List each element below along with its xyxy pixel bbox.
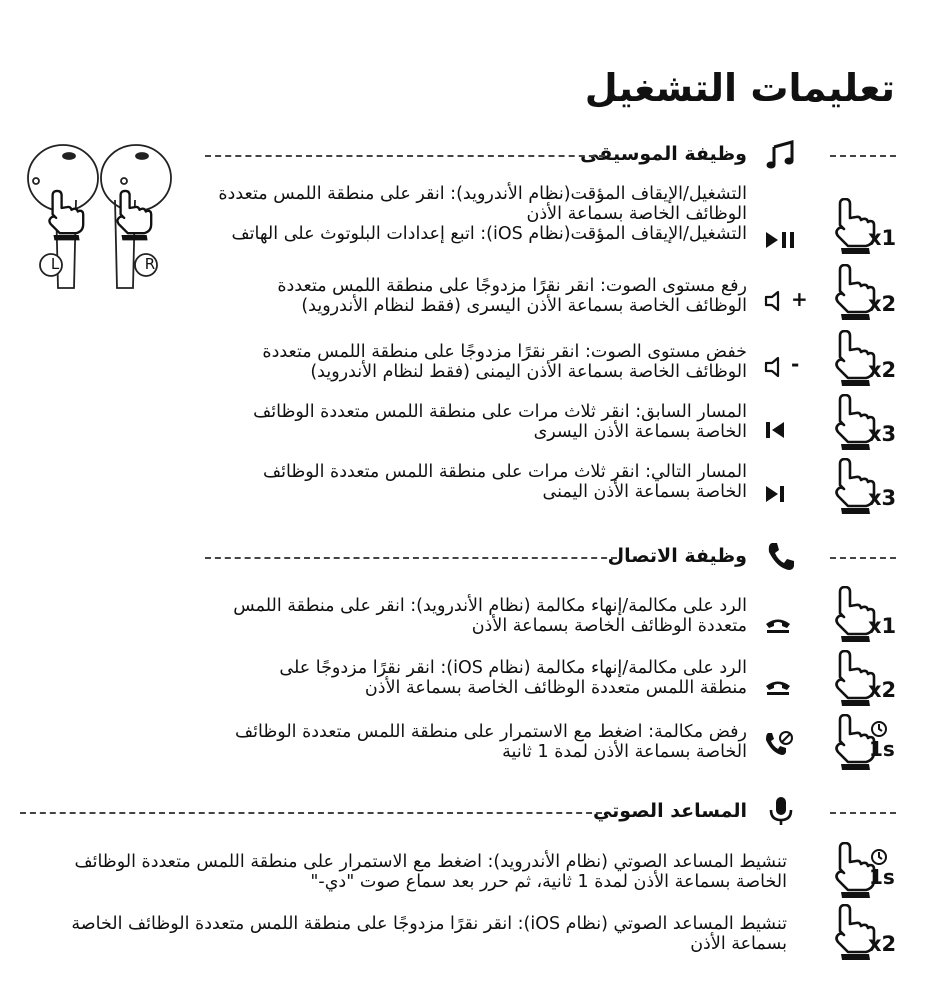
speaker-icon: [764, 356, 786, 378]
earbuds-illustration: [18, 138, 178, 298]
call-section-title: وظيفة الاتصال: [607, 545, 747, 567]
tap-count: x3: [868, 486, 897, 510]
call-item-3: رفض مكالمة: اضغط مع الاستمرار على منطقة اللمس متعددة الوظائف الخاصة بسماعة الأذن لمدة 1 ثانية: [235, 722, 747, 762]
tap-count: x1: [868, 614, 897, 638]
play-pause-icon: [764, 228, 800, 252]
clock-icon: [870, 720, 888, 738]
music-item-3: خفض مستوى الصوت: انقر نقرًا مزدوجًا على منطقة اللمس متعددة الوظائف الخاصة بسماعة الأذن اليمنى (فقط لنظام الأندرويد): [262, 342, 747, 382]
hold-duration: 1s: [869, 865, 895, 889]
assistant-item-1: تنشيط المساعد الصوتي (نظام الأندرويد): اضغط مع الاستمرار على منطقة اللمس متعددة الوظائف الخاصة بسماعة الأذن لمدة 1 ثانية، ثم حرر بعد سماع صوت "دي-": [74, 852, 787, 892]
tap-count: x2: [868, 358, 897, 382]
assistant-item-2: تنشيط المساعد الصوتي (نظام iOS): انقر نقرًا مزدوجًا على منطقة اللمس متعددة الوظائف الخاصة بسماعة الأذن: [71, 914, 787, 954]
music-section-title: وظيفة الموسيقى: [580, 143, 747, 165]
microphone-icon: [765, 795, 797, 827]
call-item-2: الرد على مكالمة/إنهاء مكالمة (نظام iOS): انقر نقرًا مزدوجًا على منطقة اللمس متعددة الوظائف الخاصة بسماعة الأذن: [279, 658, 747, 698]
music-item-1: التشغيل/الإيقاف المؤقت(نظام الأندرويد): انقر على منطقة اللمس متعددة الوظائف الخاصة بسماعة الأذن التشغيل/الإيقاف المؤقت(نظام iOS): اتبع إعدادات البلوتوث على الهاتف: [218, 184, 747, 244]
tap-count: x2: [868, 292, 897, 316]
right-hand-icon: [117, 191, 151, 241]
assistant-divider-left: [20, 812, 602, 814]
clock-icon: [870, 848, 888, 866]
music-item-5: المسار التالي: انقر ثلاث مرات على منطقة اللمس متعددة الوظائف الخاصة بسماعة الأذن اليمنى: [263, 462, 747, 502]
left-earbud-label: L: [50, 255, 60, 273]
music-item-2: رفع مستوى الصوت: انقر نقرًا مزدوجًا على منطقة اللمس متعددة الوظائف الخاصة بسماعة الأذن اليسرى (فقط لنظام الأندرويد): [277, 276, 747, 316]
assistant-section-title: المساعد الصوتي: [592, 800, 747, 822]
next-track-icon: [760, 482, 796, 506]
hang-up-icon: [764, 614, 792, 634]
tap-count: x2: [868, 932, 897, 956]
volume-up-sign: +: [791, 287, 808, 311]
call-item-1: الرد على مكالمة/إنهاء مكالمة (نظام الأندرويد): انقر على منطقة اللمس متعددة الوظائف الخاصة بسماعة الأذن: [233, 596, 747, 636]
speaker-icon: [764, 290, 786, 312]
music-note-icon: [765, 138, 797, 170]
right-earbud-label: R: [144, 255, 156, 273]
phone-icon: [765, 540, 797, 572]
volume-down-sign: -: [791, 352, 800, 376]
tap-count: x3: [868, 422, 897, 446]
music-item-4: المسار السابق: انقر ثلاث مرات على منطقة اللمس متعددة الوظائف الخاصة بسماعة الأذن اليسرى: [253, 402, 747, 442]
tap-count: x2: [868, 678, 897, 702]
page-title: تعليمات التشغيل: [584, 66, 895, 110]
hang-up-icon: [764, 676, 792, 696]
previous-track-icon: [760, 418, 796, 442]
music-divider-left: [205, 155, 605, 157]
call-divider-right: [830, 557, 896, 559]
call-divider-left: [205, 557, 617, 559]
tap-count: x1: [868, 226, 897, 250]
assistant-divider-right: [830, 812, 896, 814]
left-hand-icon: [49, 191, 83, 241]
hold-duration: 1s: [869, 737, 895, 761]
music-divider-right: [830, 155, 896, 157]
reject-call-icon: [764, 730, 794, 758]
